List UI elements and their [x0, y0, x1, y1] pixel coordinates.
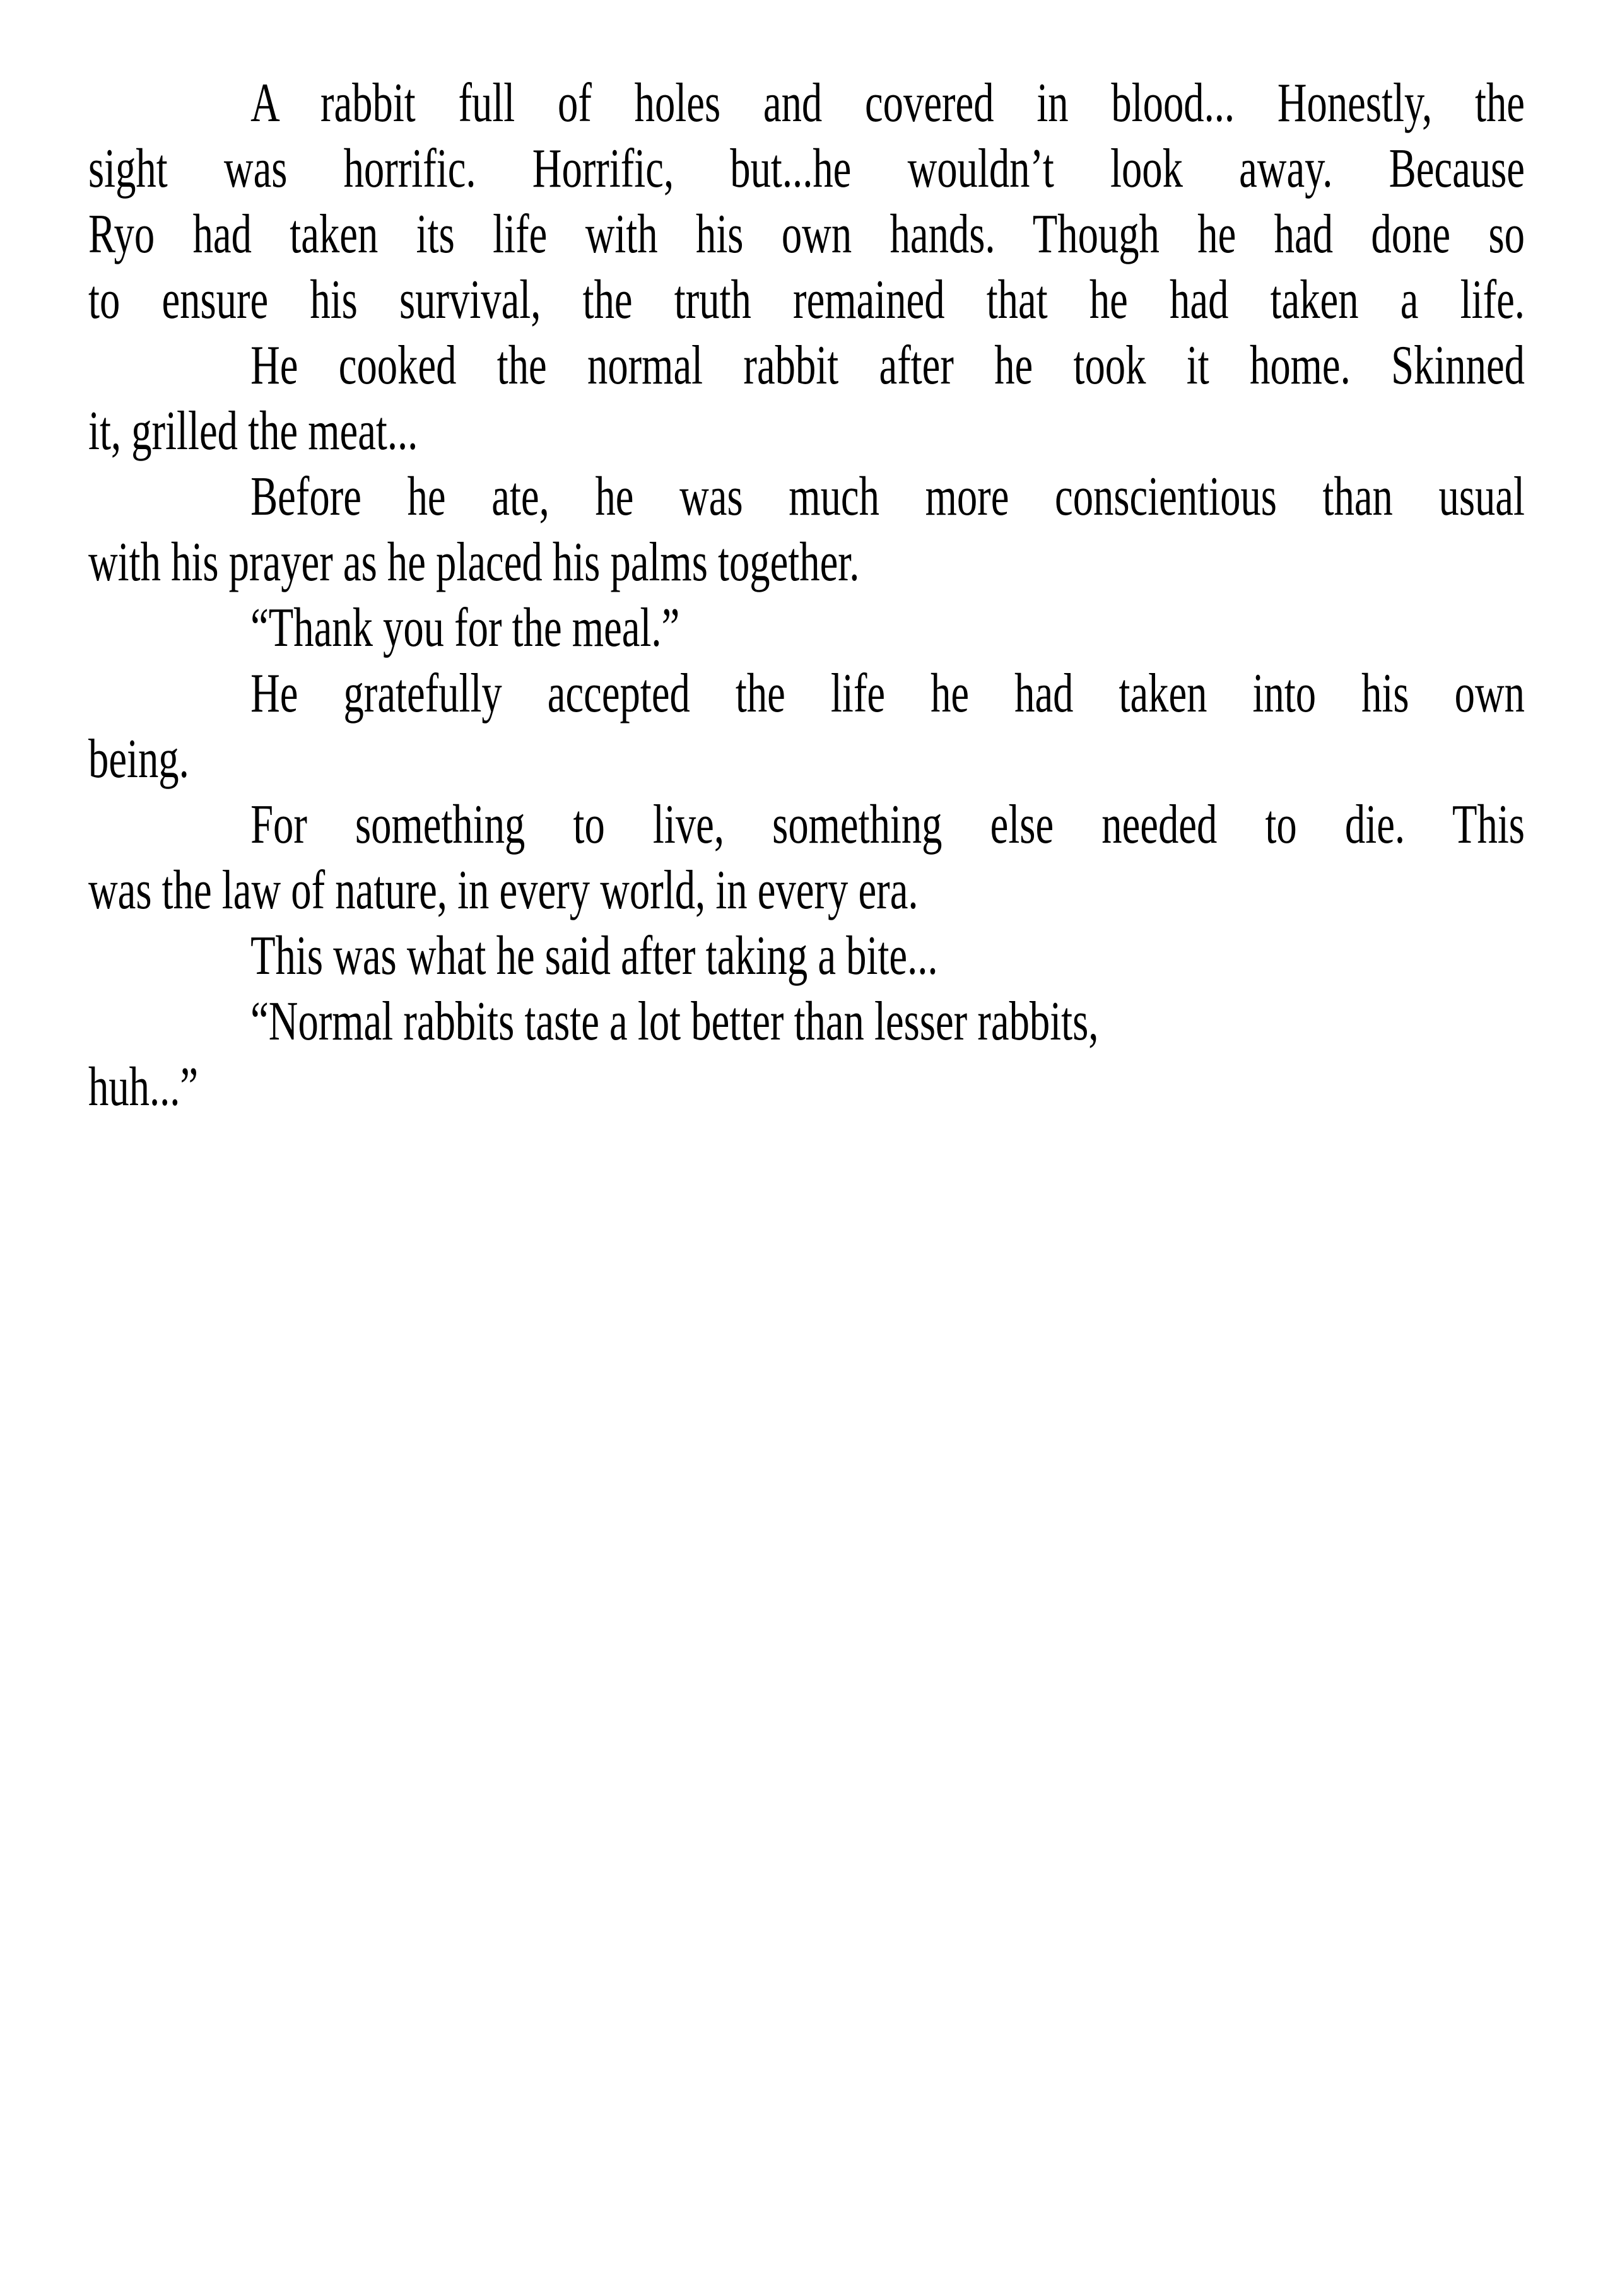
text-line: huh...”: [88, 1057, 199, 1118]
text-line: to ensure his survival, the truth remained that he had taken a life.: [88, 269, 1525, 331]
text-line: it, grilled the meat...: [88, 401, 418, 462]
text-line: being.: [88, 729, 189, 790]
text-line: sight was horrific. Horrific, but...he wouldn’t look away. Because: [88, 138, 1525, 199]
paragraph: [88, 71, 1525, 333]
text-line: He gratefully accepted the life he had taken into his own: [250, 663, 1525, 724]
text-line: “Thank you for the meal.”: [250, 597, 680, 659]
text-line: A rabbit full of holes and covered in blood... Honestly, the: [250, 73, 1525, 134]
text-line: Before he ate, he was much more conscientious than usual: [250, 466, 1525, 527]
text-line: “Normal rabbits taste a lot better than lesser rabbits,: [250, 991, 1099, 1052]
paragraph: [88, 464, 1525, 595]
text-line: For something to live, something else needed to die. This: [250, 794, 1525, 855]
paragraph: [88, 661, 1525, 792]
text-line: with his prayer as he placed his palms together.: [88, 532, 860, 593]
paragraph: [88, 595, 1525, 661]
text-line: was the law of nature, in every world, in every era.: [88, 860, 919, 921]
paragraph: [88, 923, 1525, 989]
text-block: [88, 71, 1525, 1120]
text-line: This was what he said after taking a bite...: [250, 925, 938, 987]
text-line: He cooked the normal rabbit after he took it home. Skinned: [250, 335, 1525, 396]
paragraph: [88, 792, 1525, 923]
text-line: Ryo had taken its life with his own hands. Though he had done so: [88, 204, 1525, 265]
paragraph: [88, 333, 1525, 464]
paragraph: [88, 989, 1525, 1120]
